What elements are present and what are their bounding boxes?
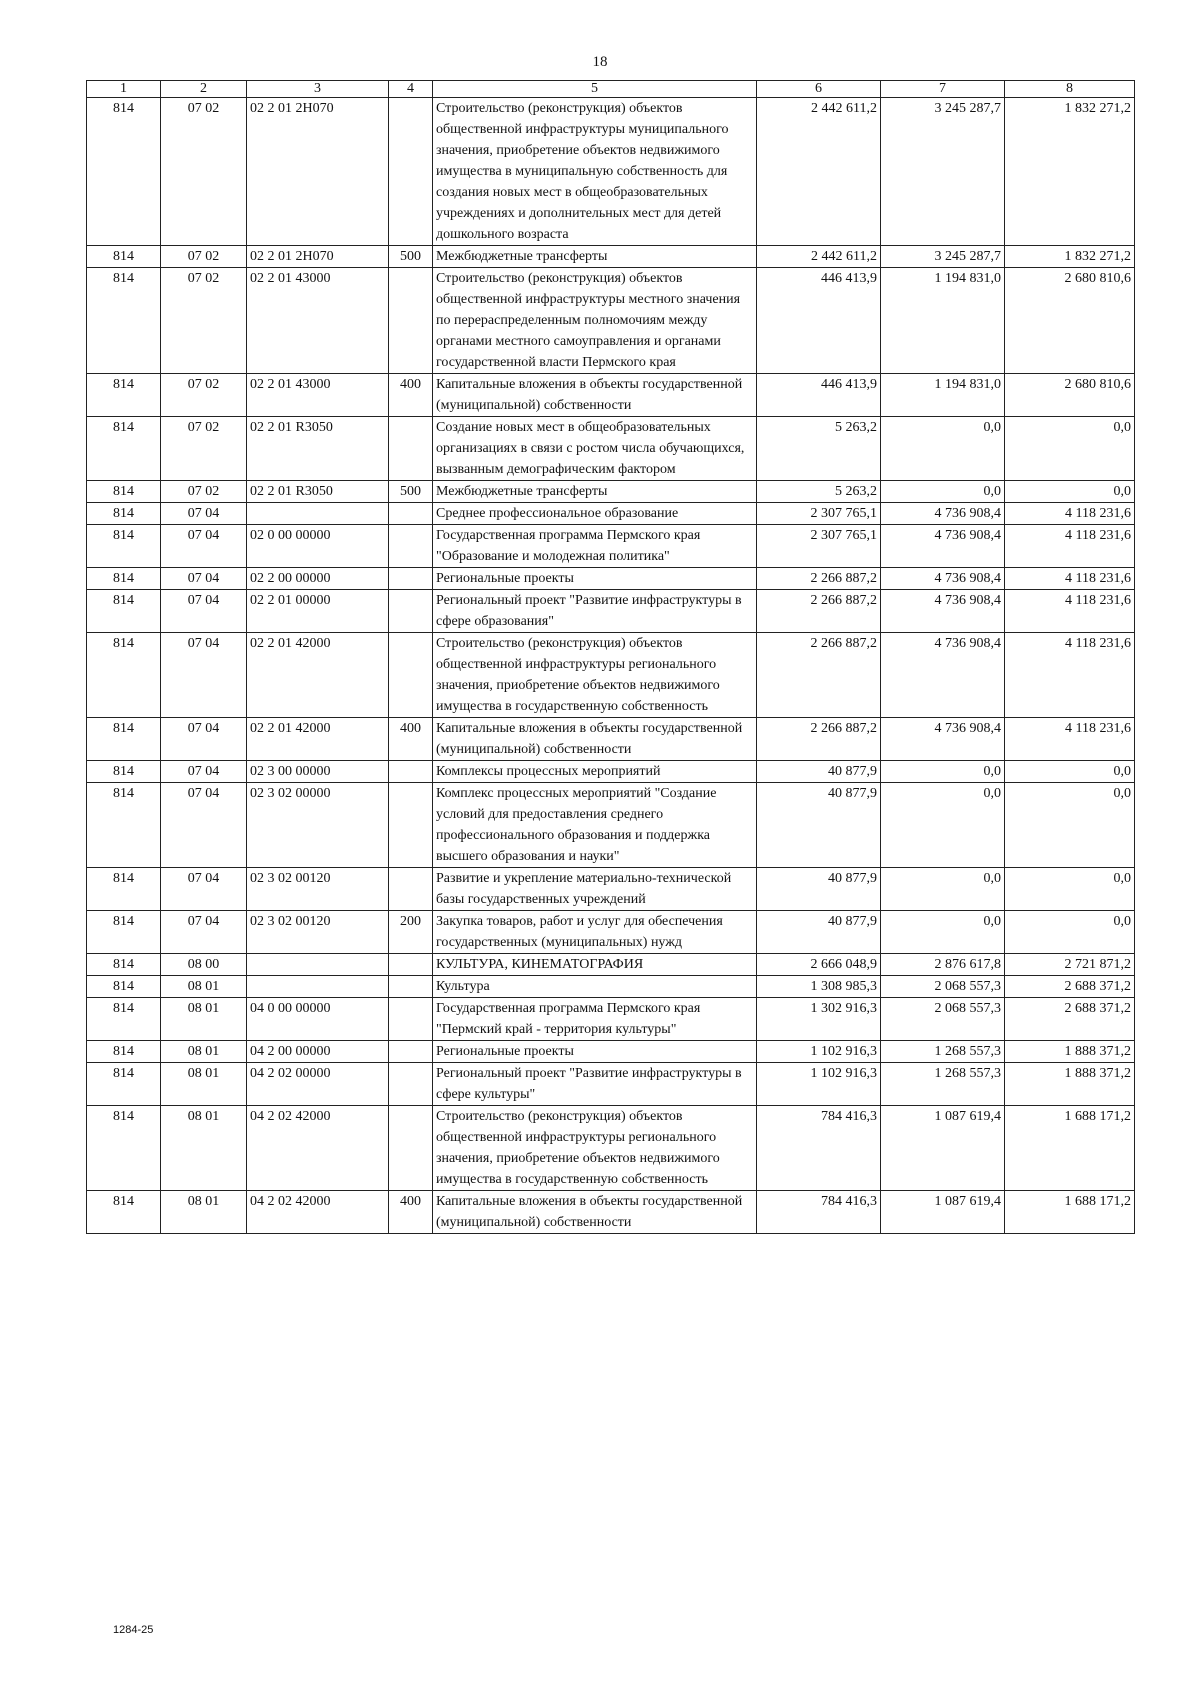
cell-name: Среднее профессиональное образование (433, 503, 757, 525)
cell-name: Региональные проекты (433, 568, 757, 590)
column-header: 1 (87, 81, 161, 98)
cell-name: Строительство (реконструкция) объектов общественной инфраструктуры регионального значения, приобретение объектов недвижимого имущества в государственную собственность (433, 633, 757, 718)
cell-section: 07 04 (161, 761, 247, 783)
cell-section: 07 02 (161, 374, 247, 417)
cell-amount-year2: 4 736 908,4 (881, 525, 1005, 568)
cell-grbs: 814 (87, 1041, 161, 1063)
cell-amount-year3: 4 118 231,6 (1005, 503, 1135, 525)
cell-expense-type (389, 590, 433, 633)
cell-target-article: 04 2 02 00000 (247, 1063, 389, 1106)
table-row (87, 633, 1135, 718)
cell-grbs: 814 (87, 633, 161, 718)
cell-section: 07 04 (161, 718, 247, 761)
cell-section: 08 01 (161, 976, 247, 998)
cell-amount-year1: 784 416,3 (757, 1106, 881, 1191)
table-row (87, 374, 1135, 417)
cell-target-article: 02 3 02 00120 (247, 911, 389, 954)
cell-section: 07 04 (161, 568, 247, 590)
cell-section: 08 01 (161, 998, 247, 1041)
cell-grbs: 814 (87, 1106, 161, 1191)
cell-section: 07 02 (161, 417, 247, 481)
cell-section: 07 02 (161, 481, 247, 503)
cell-target-article: 04 2 02 42000 (247, 1106, 389, 1191)
cell-name: Капитальные вложения в объекты государственной (муниципальной) собственности (433, 374, 757, 417)
table-row (87, 98, 1135, 246)
column-header: 5 (433, 81, 757, 98)
cell-name: Развитие и укрепление материально-технической базы государственных учреждений (433, 868, 757, 911)
table-row (87, 868, 1135, 911)
table-row (87, 568, 1135, 590)
cell-amount-year1: 446 413,9 (757, 374, 881, 417)
cell-target-article: 02 3 00 00000 (247, 761, 389, 783)
cell-section: 07 04 (161, 868, 247, 911)
cell-grbs: 814 (87, 911, 161, 954)
cell-amount-year3: 0,0 (1005, 761, 1135, 783)
cell-amount-year3: 1 832 271,2 (1005, 246, 1135, 268)
table-row (87, 1041, 1135, 1063)
cell-target-article: 02 2 01 R3050 (247, 417, 389, 481)
cell-amount-year3: 4 118 231,6 (1005, 633, 1135, 718)
cell-grbs: 814 (87, 783, 161, 868)
cell-grbs: 814 (87, 954, 161, 976)
cell-target-article: 02 2 01 42000 (247, 718, 389, 761)
cell-amount-year1: 40 877,9 (757, 911, 881, 954)
table-row (87, 761, 1135, 783)
cell-amount-year2: 3 245 287,7 (881, 246, 1005, 268)
column-header: 2 (161, 81, 247, 98)
cell-target-article: 02 2 01 R3050 (247, 481, 389, 503)
cell-target-article: 02 2 00 00000 (247, 568, 389, 590)
cell-amount-year2: 4 736 908,4 (881, 503, 1005, 525)
cell-target-article: 02 0 00 00000 (247, 525, 389, 568)
cell-grbs: 814 (87, 246, 161, 268)
cell-amount-year3: 1 832 271,2 (1005, 98, 1135, 246)
cell-grbs: 814 (87, 590, 161, 633)
page-number: 18 (592, 54, 608, 70)
cell-section: 07 04 (161, 783, 247, 868)
cell-amount-year2: 4 736 908,4 (881, 718, 1005, 761)
cell-expense-type (389, 954, 433, 976)
cell-amount-year1: 5 263,2 (757, 417, 881, 481)
cell-section: 08 01 (161, 1063, 247, 1106)
cell-grbs: 814 (87, 1063, 161, 1106)
cell-amount-year2: 2 876 617,8 (881, 954, 1005, 976)
cell-grbs: 814 (87, 568, 161, 590)
cell-amount-year2: 4 736 908,4 (881, 568, 1005, 590)
cell-expense-type (389, 417, 433, 481)
cell-amount-year2: 4 736 908,4 (881, 590, 1005, 633)
cell-amount-year2: 0,0 (881, 481, 1005, 503)
cell-amount-year1: 1 308 985,3 (757, 976, 881, 998)
cell-name: Государственная программа Пермского края "Пермский край - территория культуры" (433, 998, 757, 1041)
cell-grbs: 814 (87, 998, 161, 1041)
cell-grbs: 814 (87, 718, 161, 761)
column-header: 3 (247, 81, 389, 98)
cell-section: 07 04 (161, 503, 247, 525)
cell-name: Строительство (реконструкция) объектов общественной инфраструктуры местного значения по перераспределенным полномочиям между органами местного самоуправления и органами государственной власти Пермского края (433, 268, 757, 374)
cell-amount-year3: 0,0 (1005, 481, 1135, 503)
table-row (87, 590, 1135, 633)
cell-expense-type (389, 783, 433, 868)
cell-amount-year1: 2 666 048,9 (757, 954, 881, 976)
cell-amount-year3: 4 118 231,6 (1005, 568, 1135, 590)
cell-name: Региональный проект "Развитие инфраструктуры в сфере культуры" (433, 1063, 757, 1106)
cell-grbs: 814 (87, 1191, 161, 1234)
cell-name: Закупка товаров, работ и услуг для обеспечения государственных (муниципальных) нужд (433, 911, 757, 954)
cell-amount-year2: 0,0 (881, 911, 1005, 954)
table-row (87, 718, 1135, 761)
cell-name: Строительство (реконструкция) объектов общественной инфраструктуры регионального значения, приобретение объектов недвижимого имущества в государственную собственность (433, 1106, 757, 1191)
cell-amount-year1: 5 263,2 (757, 481, 881, 503)
table-row (87, 268, 1135, 374)
cell-section: 07 04 (161, 525, 247, 568)
cell-amount-year3: 1 688 171,2 (1005, 1191, 1135, 1234)
budget-table (86, 80, 1135, 1234)
cell-amount-year1: 2 266 887,2 (757, 590, 881, 633)
cell-expense-type (389, 633, 433, 718)
table-row (87, 1106, 1135, 1191)
cell-name: Региональный проект "Развитие инфраструктуры в сфере образования" (433, 590, 757, 633)
cell-amount-year2: 1 087 619,4 (881, 1106, 1005, 1191)
cell-amount-year3: 2 688 371,2 (1005, 976, 1135, 998)
cell-expense-type (389, 98, 433, 246)
cell-amount-year3: 0,0 (1005, 868, 1135, 911)
cell-section: 07 02 (161, 98, 247, 246)
cell-target-article: 02 2 01 2Н070 (247, 246, 389, 268)
cell-amount-year1: 2 266 887,2 (757, 633, 881, 718)
table-row (87, 503, 1135, 525)
cell-section: 07 04 (161, 590, 247, 633)
cell-expense-type: 400 (389, 1191, 433, 1234)
cell-amount-year3: 4 118 231,6 (1005, 718, 1135, 761)
cell-section: 07 04 (161, 911, 247, 954)
cell-grbs: 814 (87, 481, 161, 503)
cell-name: Капитальные вложения в объекты государственной (муниципальной) собственности (433, 718, 757, 761)
cell-expense-type (389, 868, 433, 911)
cell-name: КУЛЬТУРА, КИНЕМАТОГРАФИЯ (433, 954, 757, 976)
table-body (87, 98, 1135, 1234)
table-row (87, 1191, 1135, 1234)
cell-section: 08 01 (161, 1041, 247, 1063)
cell-grbs: 814 (87, 525, 161, 568)
cell-expense-type: 500 (389, 246, 433, 268)
cell-expense-type (389, 761, 433, 783)
cell-expense-type (389, 1041, 433, 1063)
cell-amount-year1: 2 266 887,2 (757, 718, 881, 761)
cell-amount-year2: 0,0 (881, 783, 1005, 868)
cell-target-article: 02 2 01 42000 (247, 633, 389, 718)
cell-section: 08 01 (161, 1191, 247, 1234)
cell-target-article: 04 2 00 00000 (247, 1041, 389, 1063)
cell-target-article: 02 2 01 43000 (247, 268, 389, 374)
cell-amount-year1: 40 877,9 (757, 783, 881, 868)
cell-amount-year1: 40 877,9 (757, 761, 881, 783)
cell-amount-year1: 2 442 611,2 (757, 98, 881, 246)
cell-amount-year3: 0,0 (1005, 911, 1135, 954)
cell-expense-type (389, 503, 433, 525)
cell-amount-year2: 2 068 557,3 (881, 998, 1005, 1041)
cell-grbs: 814 (87, 976, 161, 998)
cell-amount-year3: 2 680 810,6 (1005, 374, 1135, 417)
cell-amount-year1: 2 442 611,2 (757, 246, 881, 268)
cell-grbs: 814 (87, 503, 161, 525)
cell-expense-type: 400 (389, 374, 433, 417)
cell-target-article (247, 503, 389, 525)
column-header: 7 (881, 81, 1005, 98)
table-row (87, 481, 1135, 503)
cell-amount-year2: 1 194 831,0 (881, 268, 1005, 374)
cell-amount-year1: 2 307 765,1 (757, 525, 881, 568)
cell-amount-year2: 1 087 619,4 (881, 1191, 1005, 1234)
cell-target-article (247, 954, 389, 976)
cell-amount-year2: 1 268 557,3 (881, 1041, 1005, 1063)
cell-grbs: 814 (87, 868, 161, 911)
cell-name: Межбюджетные трансферты (433, 246, 757, 268)
cell-target-article: 04 0 00 00000 (247, 998, 389, 1041)
cell-name: Межбюджетные трансферты (433, 481, 757, 503)
cell-amount-year3: 1 888 371,2 (1005, 1041, 1135, 1063)
cell-name: Создание новых мест в общеобразовательных организациях в связи с ростом числа обучающихся, вызванным демографическим фактором (433, 417, 757, 481)
cell-amount-year2: 0,0 (881, 868, 1005, 911)
table-row (87, 783, 1135, 868)
cell-amount-year3: 1 888 371,2 (1005, 1063, 1135, 1106)
table-header-row (87, 81, 1135, 98)
cell-expense-type (389, 998, 433, 1041)
cell-expense-type: 500 (389, 481, 433, 503)
cell-name: Капитальные вложения в объекты государственной (муниципальной) собственности (433, 1191, 757, 1234)
cell-grbs: 814 (87, 417, 161, 481)
cell-name: Региональные проекты (433, 1041, 757, 1063)
cell-expense-type (389, 525, 433, 568)
cell-amount-year2: 3 245 287,7 (881, 98, 1005, 246)
cell-amount-year2: 0,0 (881, 761, 1005, 783)
cell-target-article: 02 2 01 2Н070 (247, 98, 389, 246)
table-row (87, 1063, 1135, 1106)
cell-amount-year3: 4 118 231,6 (1005, 590, 1135, 633)
cell-amount-year1: 40 877,9 (757, 868, 881, 911)
cell-amount-year2: 2 068 557,3 (881, 976, 1005, 998)
cell-amount-year2: 1 268 557,3 (881, 1063, 1005, 1106)
cell-amount-year3: 0,0 (1005, 783, 1135, 868)
cell-amount-year2: 4 736 908,4 (881, 633, 1005, 718)
cell-grbs: 814 (87, 761, 161, 783)
cell-expense-type: 200 (389, 911, 433, 954)
cell-amount-year1: 1 102 916,3 (757, 1041, 881, 1063)
cell-grbs: 814 (87, 268, 161, 374)
cell-amount-year2: 0,0 (881, 417, 1005, 481)
cell-section: 07 04 (161, 633, 247, 718)
table-row (87, 976, 1135, 998)
cell-amount-year3: 2 688 371,2 (1005, 998, 1135, 1041)
table-row (87, 954, 1135, 976)
cell-grbs: 814 (87, 98, 161, 246)
cell-name: Государственная программа Пермского края "Образование и молодежная политика" (433, 525, 757, 568)
cell-name: Строительство (реконструкция) объектов общественной инфраструктуры муниципального значения, приобретение объектов недвижимого имущества в муниципальную собственность для создания новых мест в общеобразовательных учреждениях и дополнительных мест для детей дошкольного возраста (433, 98, 757, 246)
cell-name: Комплексы процессных мероприятий (433, 761, 757, 783)
cell-expense-type (389, 268, 433, 374)
cell-target-article (247, 976, 389, 998)
cell-section: 07 02 (161, 246, 247, 268)
cell-expense-type (389, 568, 433, 590)
table-row (87, 911, 1135, 954)
table-row (87, 417, 1135, 481)
cell-expense-type (389, 976, 433, 998)
cell-expense-type (389, 1106, 433, 1191)
cell-amount-year3: 4 118 231,6 (1005, 525, 1135, 568)
column-header: 8 (1005, 81, 1135, 98)
cell-amount-year1: 784 416,3 (757, 1191, 881, 1234)
table-row (87, 525, 1135, 568)
cell-amount-year3: 2 721 871,2 (1005, 954, 1135, 976)
cell-amount-year3: 2 680 810,6 (1005, 268, 1135, 374)
cell-name: Комплекс процессных мероприятий "Создание условий для предоставления среднего профессионального образования и поддержка высшего образования и науки" (433, 783, 757, 868)
cell-amount-year1: 2 266 887,2 (757, 568, 881, 590)
cell-amount-year3: 1 688 171,2 (1005, 1106, 1135, 1191)
table-row (87, 998, 1135, 1041)
cell-expense-type: 400 (389, 718, 433, 761)
cell-target-article: 02 2 01 43000 (247, 374, 389, 417)
cell-expense-type (389, 1063, 433, 1106)
document-code: 1284-25 (113, 1624, 154, 1636)
cell-section: 07 02 (161, 268, 247, 374)
cell-target-article: 02 2 01 00000 (247, 590, 389, 633)
column-header: 6 (757, 81, 881, 98)
cell-grbs: 814 (87, 374, 161, 417)
cell-target-article: 02 3 02 00120 (247, 868, 389, 911)
cell-amount-year1: 446 413,9 (757, 268, 881, 374)
cell-target-article: 04 2 02 42000 (247, 1191, 389, 1234)
cell-amount-year1: 1 302 916,3 (757, 998, 881, 1041)
cell-name: Культура (433, 976, 757, 998)
cell-section: 08 00 (161, 954, 247, 976)
cell-amount-year1: 1 102 916,3 (757, 1063, 881, 1106)
cell-section: 08 01 (161, 1106, 247, 1191)
cell-target-article: 02 3 02 00000 (247, 783, 389, 868)
cell-amount-year3: 0,0 (1005, 417, 1135, 481)
cell-amount-year2: 1 194 831,0 (881, 374, 1005, 417)
column-header: 4 (389, 81, 433, 98)
cell-amount-year1: 2 307 765,1 (757, 503, 881, 525)
table-row (87, 246, 1135, 268)
